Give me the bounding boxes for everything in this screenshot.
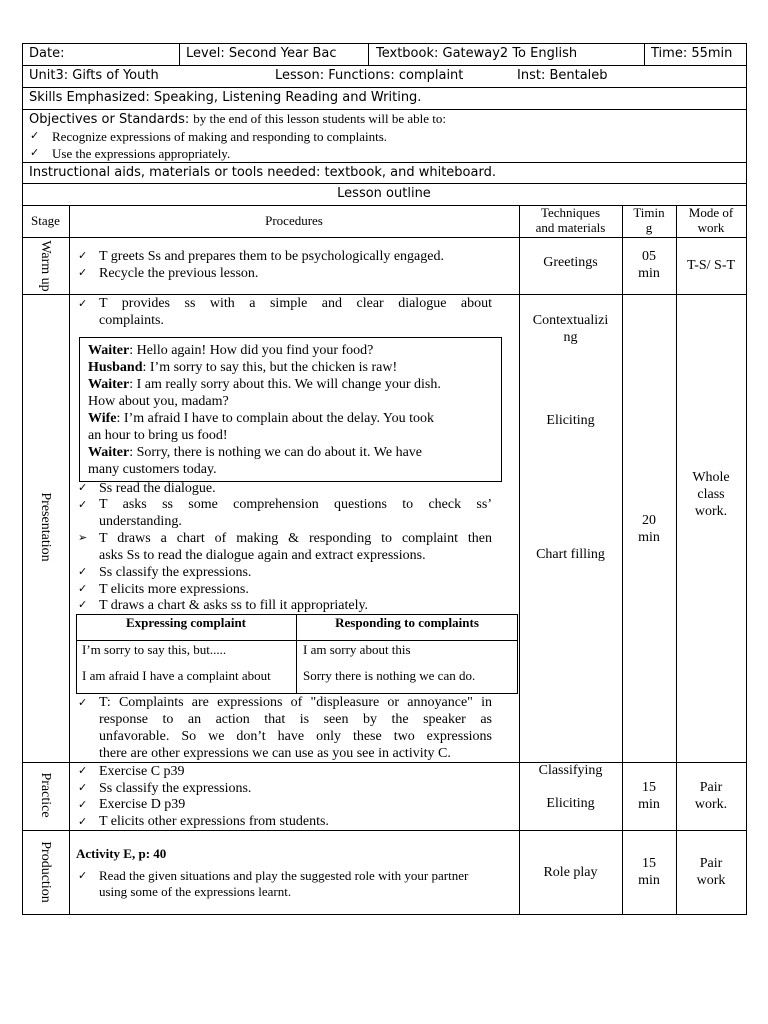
divider [368, 43, 369, 65]
practice-item: Ss classify the expressions. [99, 781, 252, 796]
production-mode: work [696, 873, 726, 888]
col-procedures: Procedures [265, 213, 323, 228]
col-mode: Mode of [688, 205, 734, 220]
practice-item: Exercise C p39 [99, 764, 185, 779]
divider [22, 43, 746, 44]
presentation-closing: unfavorable. So we don’t have only these two expressions [99, 729, 492, 744]
divider [22, 237, 746, 238]
instructor: Inst: Bentaleb [517, 68, 608, 83]
check-icon: ✓ [78, 696, 88, 709]
presentation-mode: class [697, 487, 725, 502]
production-timing: 15 [642, 856, 656, 871]
check-icon: ✓ [78, 598, 88, 611]
check-icon: ✓ [78, 481, 88, 494]
objectives [29, 111, 446, 128]
unit: Unit3: Gifts of Youth [29, 68, 159, 83]
chart-cell: I am afraid I have a complaint about [82, 668, 271, 683]
presentation-timing: min [638, 530, 660, 545]
presentation-step: understanding. [99, 514, 182, 529]
dialogue-line: an hour to bring us food! [88, 428, 228, 443]
practice-technique: Eliciting [546, 796, 595, 811]
objective-item: Recognize expressions of making and responding to complaints. [52, 129, 388, 144]
dialogue-line: Husband: I’m sorry to say this, but the chicken is raw! [88, 360, 398, 375]
production-mode: Pair [699, 856, 723, 871]
check-icon: ✓ [30, 129, 40, 142]
check-icon: ✓ [78, 798, 88, 811]
divider [22, 183, 746, 184]
divider [746, 43, 747, 915]
aids: Instructional aids, materials or tools needed: textbook, and whiteboard. [29, 165, 496, 180]
dialogue-line: How about you, madam? [88, 394, 229, 409]
warmup-timing: min [638, 266, 660, 281]
stage-warmup: Warm up [38, 240, 53, 292]
presentation-step: T draws a chart of making & responding to complaint then [99, 531, 492, 546]
production-activity: Activity E, p: 40 [76, 846, 167, 861]
stage-production: Production [38, 841, 53, 903]
outline-title: Lesson outline [337, 186, 431, 201]
presentation-closing: T: Complaints are expressions of "displeasure or annoyance" in [99, 695, 492, 710]
col-timing: Timin [633, 205, 665, 220]
divider [22, 65, 746, 66]
divider [22, 914, 747, 915]
warmup-item: Recycle the previous lesson. [99, 266, 259, 281]
check-icon: ✓ [78, 498, 88, 511]
warmup-item: T greets Ss and prepares them to be psychologically engaged. [99, 249, 444, 264]
presentation-mode: Whole [692, 470, 730, 485]
check-icon: ✓ [78, 781, 88, 794]
chart-cell: Sorry there is nothing we can do. [303, 668, 476, 683]
check-icon: ✓ [78, 565, 88, 578]
check-icon: ✓ [78, 582, 88, 595]
chart-cell: I am sorry about this [303, 642, 411, 657]
presentation-intro: complaints. [99, 313, 164, 328]
chart-header-right: Responding to complaints [335, 615, 479, 630]
practice-timing: 15 [642, 780, 656, 795]
presentation-step: Ss read the dialogue. [99, 481, 216, 496]
presentation-step: T elicits more expressions. [99, 582, 249, 597]
chart-header-left: Expressing complaint [125, 615, 247, 630]
practice-item: T elicits other expressions from students. [99, 814, 329, 829]
divider [179, 43, 180, 65]
divider [76, 640, 518, 641]
dialogue-line: Waiter: Sorry, there is nothing we can do about it. We have [88, 445, 423, 460]
lesson: Lesson: Functions: complaint [275, 68, 464, 83]
practice-mode: work. [694, 797, 728, 812]
production-technique: Role play [543, 865, 598, 880]
presentation-step: asks Ss to read the dialogue again and extract expressions. [99, 548, 426, 563]
presentation-closing: there are other expressions we can use as you see in activity C. [99, 746, 451, 761]
col-stage: Stage [31, 213, 60, 228]
dialogue-line: Waiter: Hello again! How did you find your food? [88, 343, 374, 358]
presentation-intro: T provides ss with a simple and clear dialogue about [99, 296, 492, 311]
divider [22, 830, 746, 831]
warmup-timing: 05 [642, 249, 656, 264]
production-item: Read the given situations and play the suggested role with your partner [99, 868, 469, 883]
check-icon: ✓ [78, 249, 88, 262]
skills: Skills Emphasized: Speaking, Listening Reading and Writing. [29, 90, 422, 105]
divider [22, 294, 746, 295]
textbook: Textbook: Gateway2 To English [376, 46, 578, 61]
divider [22, 87, 746, 88]
presentation-technique: Eliciting [546, 413, 595, 428]
presentation-technique: Chart filling [536, 547, 605, 562]
objectives-intro: by the end of this lesson students will be able to: [193, 111, 447, 126]
check-icon: ✓ [78, 764, 88, 777]
practice-timing: min [638, 797, 660, 812]
stage-presentation: Presentation [38, 492, 53, 562]
divider [69, 205, 70, 915]
warmup-technique: Greetings [543, 255, 598, 270]
presentation-timing: 20 [642, 513, 656, 528]
divider [22, 762, 746, 763]
chart-cell: I’m sorry to say this, but..... [82, 642, 227, 657]
objectives-label: Objectives or Standards: [29, 112, 190, 127]
stage-practice: Practice [38, 772, 53, 818]
presentation-step: T asks ss some comprehension questions to check ss’ [99, 497, 492, 512]
practice-item: Exercise D p39 [99, 797, 186, 812]
date-label: Date: [29, 46, 65, 61]
production-item: using some of the expressions learnt. [99, 884, 292, 899]
divider [22, 109, 746, 110]
col-mode: work [697, 220, 725, 235]
practice-mode: Pair [699, 780, 723, 795]
check-icon: ✓ [30, 146, 40, 159]
divider [644, 43, 645, 65]
dialogue-line: Waiter: I am really sorry about this. We will change your dish. [88, 377, 441, 392]
arrow-icon: ➢ [78, 531, 88, 544]
dialogue-line: many customers today. [88, 462, 217, 477]
col-techniques: and materials [535, 220, 606, 235]
col-timing: g [645, 220, 653, 235]
check-icon: ✓ [78, 297, 88, 310]
presentation-step: Ss classify the expressions. [99, 565, 252, 580]
presentation-mode: work. [694, 504, 728, 519]
presentation-technique: Contextualizi [532, 313, 609, 328]
dialogue-line: Wife: I’m afraid I have to complain about the delay. You took [88, 411, 435, 426]
time: Time: 55min [651, 46, 733, 61]
check-icon: ✓ [78, 266, 88, 279]
presentation-step: T draws a chart & asks ss to fill it appropriately. [99, 598, 369, 613]
practice-technique: Classifying [538, 763, 603, 778]
objective-item: Use the expressions appropriately. [52, 146, 231, 161]
presentation-closing: response to an action that is seen by the speaker as [99, 712, 492, 727]
presentation-technique: ng [563, 330, 578, 345]
col-techniques: Techniques [540, 205, 600, 220]
check-icon: ✓ [78, 869, 88, 882]
divider [22, 43, 23, 915]
check-icon: ✓ [78, 815, 88, 828]
level: Level: Second Year Bac [186, 46, 337, 61]
warmup-mode: T-S/ S-T [686, 258, 736, 273]
production-timing: min [638, 873, 660, 888]
divider [22, 162, 746, 163]
